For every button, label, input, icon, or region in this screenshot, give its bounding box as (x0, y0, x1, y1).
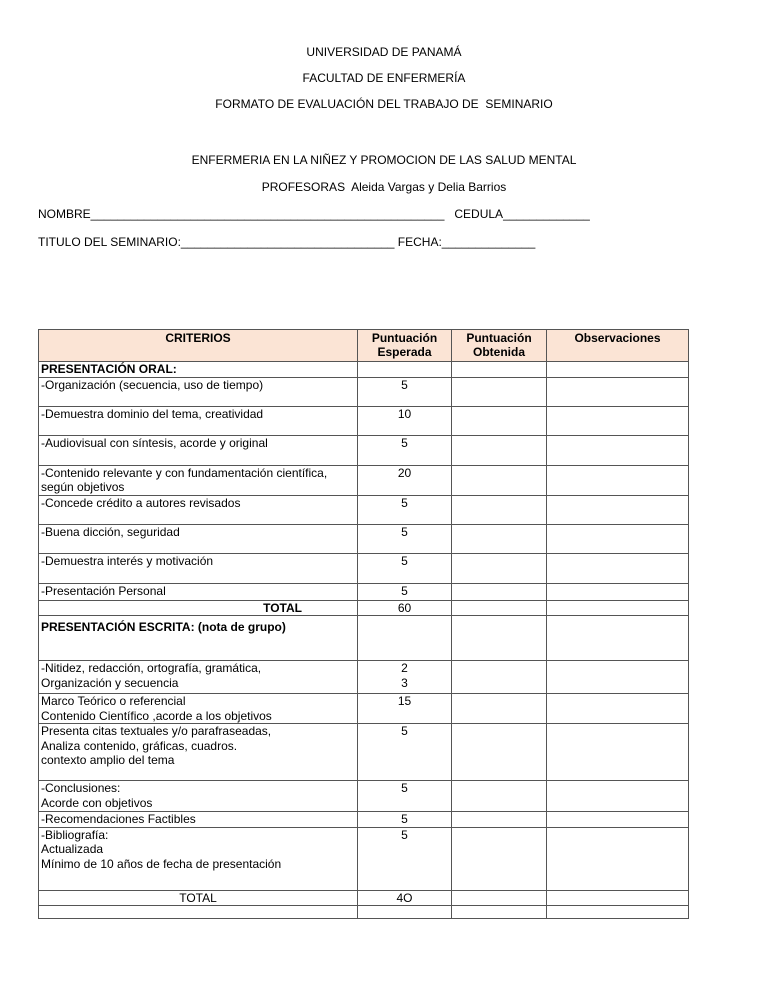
esperada-cell: 5 (358, 583, 452, 600)
criterio-cell: -Presentación Personal (39, 583, 358, 600)
obtenida-cell[interactable] (452, 435, 547, 465)
observaciones-cell[interactable] (547, 377, 689, 406)
total-label: TOTAL (39, 600, 358, 616)
table-row (39, 694, 689, 724)
table-row (39, 827, 689, 890)
esperada-cell: 5 (358, 724, 452, 781)
table-row (39, 812, 689, 828)
criterio-cell: -Demuestra dominio del tema, creatividad (39, 406, 358, 435)
total-row-written (39, 890, 689, 906)
observaciones-cell[interactable] (547, 694, 689, 724)
criterio-cell: -Contenido relevante y con fundamentación científica, según objetivos (39, 465, 358, 495)
observaciones-cell[interactable] (547, 524, 689, 553)
col-esperada: Puntuación Esperada (358, 330, 452, 362)
esperada-cell: 5 (358, 827, 452, 890)
criterio-cell: -Recomendaciones Factibles (39, 812, 358, 828)
table-header-row (39, 330, 689, 362)
observaciones-cell[interactable] (547, 812, 689, 828)
section-row-oral (39, 362, 689, 378)
esperada-cell: 20 (358, 465, 452, 495)
format-title: FORMATO DE EVALUACIÓN DEL TRABAJO DE SEMINARIO (215, 97, 553, 111)
observaciones-cell[interactable] (547, 465, 689, 495)
table-row (39, 495, 689, 524)
total-value: 60 (358, 600, 452, 616)
total-value: 4O (358, 890, 452, 906)
total-row-oral (39, 600, 689, 616)
university-title: UNIVERSIDAD DE PANAMÁ (306, 45, 462, 59)
criterio-cell: -Buena dicción, seguridad (39, 524, 358, 553)
table-row (39, 406, 689, 435)
col-observaciones: Observaciones (547, 330, 689, 362)
professors: PROFESORAS Aleida Vargas y Delia Barrios (261, 180, 507, 194)
table-row (39, 661, 689, 694)
criterio-cell: -Concede crédito a autores revisados (39, 495, 358, 524)
col-criterios: CRITERIOS (39, 330, 358, 362)
criterio-cell: -Bibliografía: Actualizada Mínimo de 10 años de fecha de presentación (39, 827, 358, 890)
evaluation-table (38, 329, 689, 919)
criterio-cell: Presenta citas textuales y/o parafraseadas, Analiza contenido, gráficas, cuadros. contexto amplio del tema (39, 724, 358, 781)
obtenida-cell[interactable] (452, 495, 547, 524)
obtenida-cell[interactable] (452, 406, 547, 435)
esperada-cell: 5 (358, 781, 452, 812)
criterio-cell: -Nitidez, redacción, ortografía, gramática, Organización y secuencia (39, 661, 358, 694)
table-row (39, 781, 689, 812)
obtenida-cell[interactable] (452, 377, 547, 406)
esperada-cell: 15 (358, 694, 452, 724)
esperada-cell: 5 (358, 495, 452, 524)
section-heading: PRESENTACIÓN ESCRITA: (nota de grupo) (39, 616, 358, 661)
table-row (39, 524, 689, 553)
obtenida-cell[interactable] (452, 661, 547, 694)
observaciones-cell[interactable] (547, 435, 689, 465)
col-obtenida: Puntuación Obtenida (452, 330, 547, 362)
section-row-written (39, 616, 689, 661)
obtenida-cell[interactable] (452, 812, 547, 828)
obtenida-cell[interactable] (452, 524, 547, 553)
esperada-cell: 5 (358, 812, 452, 828)
table-row (39, 553, 689, 583)
total-label: TOTAL (39, 890, 358, 906)
observaciones-cell[interactable] (547, 827, 689, 890)
esperada-cell: 5 (358, 553, 452, 583)
obtenida-cell[interactable] (452, 553, 547, 583)
section-heading: PRESENTACIÓN ORAL: (39, 362, 358, 378)
criterio-cell: -Demuestra interés y motivación (39, 553, 358, 583)
faculty-title: FACULTAD DE ENFERMERÍA (302, 71, 466, 85)
table-row (39, 583, 689, 600)
empty-row (39, 906, 689, 919)
esperada-cell: 5 (358, 435, 452, 465)
name-field-line[interactable]: NOMBRE_____________________________________________________ CEDULA_____________ (38, 207, 590, 221)
obtenida-cell[interactable] (452, 465, 547, 495)
criterio-cell: -Conclusiones: Acorde con objetivos (39, 781, 358, 812)
criterio-cell: -Audiovisual con síntesis, acorde y original (39, 435, 358, 465)
table-row (39, 377, 689, 406)
obtenida-cell[interactable] (452, 583, 547, 600)
observaciones-cell[interactable] (547, 553, 689, 583)
esperada-cell: 2 3 (358, 661, 452, 694)
obtenida-cell[interactable] (452, 694, 547, 724)
criterio-cell: Marco Teórico o referencial Contenido Científico ,acorde a los objetivos (39, 694, 358, 724)
table-row (39, 465, 689, 495)
esperada-cell: 5 (358, 524, 452, 553)
table-row (39, 724, 689, 781)
obtenida-cell[interactable] (452, 827, 547, 890)
obtenida-cell[interactable] (452, 724, 547, 781)
esperada-cell: 5 (358, 377, 452, 406)
observaciones-cell[interactable] (547, 583, 689, 600)
observaciones-cell[interactable] (547, 406, 689, 435)
observaciones-cell[interactable] (547, 661, 689, 694)
observaciones-cell[interactable] (547, 781, 689, 812)
esperada-cell: 10 (358, 406, 452, 435)
criterio-cell: -Organización (secuencia, uso de tiempo) (39, 377, 358, 406)
observaciones-cell[interactable] (547, 724, 689, 781)
observaciones-cell[interactable] (547, 495, 689, 524)
title-field-line[interactable]: TITULO DEL SEMINARIO:________________________________ FECHA:______________ (38, 235, 536, 249)
table-row (39, 435, 689, 465)
obtenida-cell[interactable] (452, 781, 547, 812)
course-title: ENFERMERIA EN LA NIÑEZ Y PROMOCION DE LAS SALUD MENTAL (191, 153, 577, 167)
